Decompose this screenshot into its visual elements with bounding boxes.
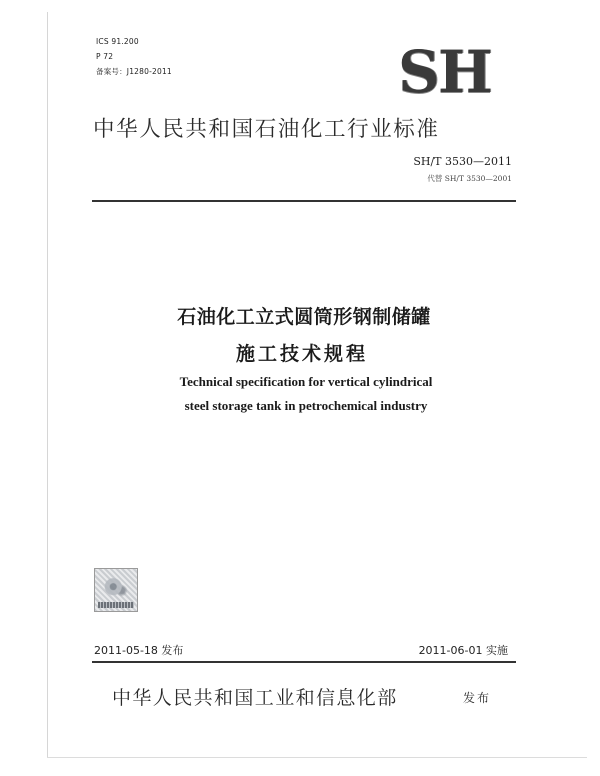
document-title-zh-line1: 石油化工立式圆筒形钢制储罐 xyxy=(177,306,431,328)
anti-counterfeit-seal-icon xyxy=(94,568,138,612)
page-edge-bottom xyxy=(47,757,587,758)
ccs-code: P 72 xyxy=(96,52,114,61)
issue-action: 发布 xyxy=(463,691,492,705)
footer-divider xyxy=(92,661,516,663)
document-title-zh-line2: 施工技术规程 xyxy=(235,343,368,365)
industry-standard-title: 中华人民共和国石油化工行业标准 xyxy=(93,117,440,142)
document-title-en-line2: steel storage tank in petrochemical industry xyxy=(184,398,428,413)
seal-emblem xyxy=(102,575,130,601)
replaces-standard: 代替 SH/T 3530—2001 xyxy=(427,174,512,183)
document-title-en-line1: Technical specification for vertical cylindrical xyxy=(179,374,433,389)
record-number: 备案号：J1280-2011 xyxy=(96,67,172,76)
sh-logo: SH xyxy=(398,38,491,106)
standard-number: SH/T 3530—2011 xyxy=(413,155,512,168)
effective-date: 2011-06-01 实施 xyxy=(418,644,508,657)
header-divider xyxy=(92,200,516,202)
issue-date: 2011-05-18 发布 xyxy=(94,644,184,657)
issuing-authority: 中华人民共和国工业和信息化部 xyxy=(112,687,398,709)
ics-code: ICS 91.200 xyxy=(96,37,139,46)
seal-band xyxy=(98,602,134,608)
